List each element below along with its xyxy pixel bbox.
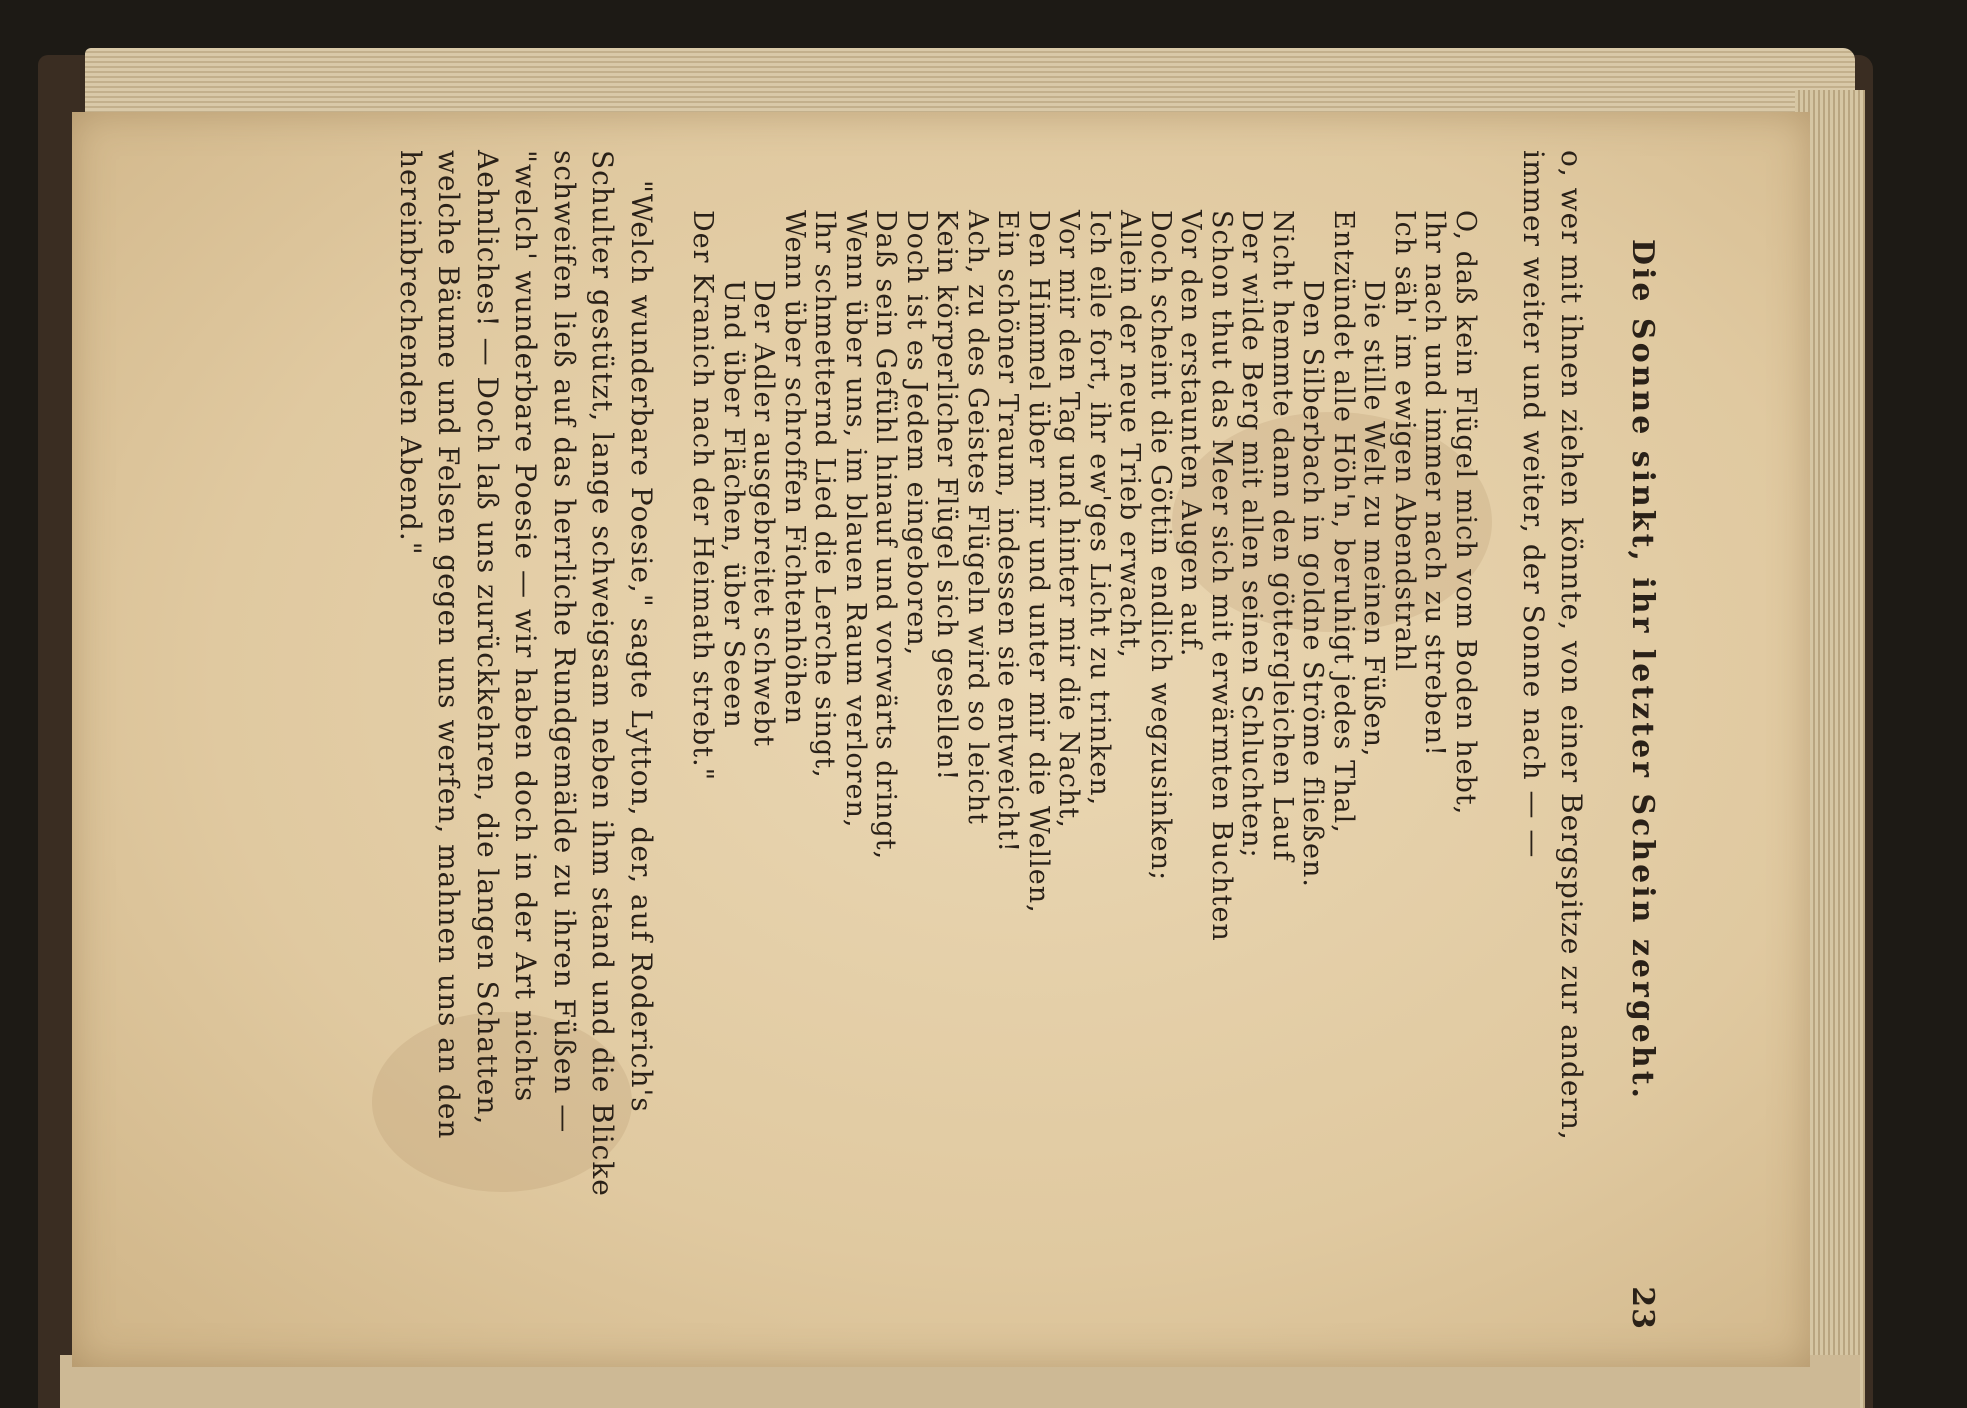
running-title: Die Sonne sinkt, ihr letzter Schein zergeht.: [1625, 238, 1660, 1102]
poem-line: Kein körperlicher Flügel sich gesellen!: [931, 210, 963, 782]
poem: [687, 210, 1480, 1310]
poem-line: Den Himmel über mir und unter mir die Wellen,: [1023, 210, 1054, 914]
closing-paragraph: [391, 150, 661, 1330]
poem-line: Ach, zu des Geistes Flügeln wird so leicht: [962, 210, 993, 825]
poem-line: O, daß kein Flügel mich vom Boden hebt,: [1450, 210, 1481, 816]
closing-line: Schulter gestützt, lange schweigsam neben ihm stand und die Blicke: [586, 150, 620, 1197]
poem-line: Und über Flächen, über Seeen: [718, 280, 749, 729]
poem-line: Den Silberbach in goldne Ströme fließen.: [1297, 280, 1329, 888]
closing-line: hereinbrechenden Abend.": [394, 150, 427, 556]
poem-line: Daß sein Gefühl hinauf und vorwärts dringt,: [870, 210, 902, 861]
poem-line: Die stille Welt zu meinen Füßen,: [1358, 280, 1390, 758]
closing-line: "welch' wunderbare Poesie — wir haben doch in der Art nichts: [509, 150, 543, 1103]
intro-line: o, wer mit ihnen ziehen könnte, von einer Bergspitze zur andern,: [1555, 150, 1588, 1141]
running-head: [1620, 150, 1660, 1330]
closing-line: schweifen ließ auf das herrliche Rundgemälde zu ihren Füßen —: [548, 150, 581, 1134]
poem-line: Doch ist es Jedem eingeboren,: [901, 210, 932, 657]
page-content: [240, 150, 1660, 1330]
intro-paragraph: [1514, 150, 1590, 1330]
closing-line: welche Bäume und Felsen gegen uns werfen, mahnen uns an den: [432, 150, 466, 1140]
poem-line: Wenn über uns, im blauen Raum verloren,: [840, 210, 871, 829]
poem-line: Allein der neue Trieb erwacht,: [1114, 210, 1146, 659]
page-number: 23: [1625, 1286, 1660, 1330]
poem-line: Entzündet alle Höh'n, beruhigt jedes Thal,: [1328, 210, 1359, 834]
page-edges-top: [85, 48, 1855, 118]
poem-line: Ich eile fort, ihr ew'ges Licht zu trinken,: [1084, 210, 1115, 807]
closing-line: "Welch wunderbare Poesie," sagte Lytton, der, auf Roderich's: [625, 180, 658, 1113]
poem-line: Doch scheint die Göttin endlich wegzusinken;: [1145, 210, 1176, 882]
poem-line: Vor den erstaunten Augen auf.: [1175, 210, 1207, 658]
closing-line: Aehnliches! — Doch laß uns zurückkehren, die langen Schatten,: [471, 150, 504, 1126]
poem-line: Der Adler ausgebreitet schwebt: [748, 280, 780, 748]
poem-line: Vor mir den Tag und hinter mir die Nacht,: [1053, 210, 1085, 829]
poem-line: Ein schöner Traum, indessen sie entweicht!: [992, 210, 1024, 854]
poem-line: Ich säh' im ewigen Abendstrahl: [1389, 210, 1420, 673]
intro-line: immer weiter und weiter, der Sonne nach — —: [1517, 150, 1550, 859]
poem-line: Ihr schmetternd Lied die Lerche singt,: [809, 210, 841, 779]
poem-line: Schon thut das Meer sich mit erwärmten Buchten: [1206, 210, 1237, 942]
poem-line: Ihr nach und immer nach zu streben!: [1419, 210, 1451, 757]
poem-line: Nicht hemmte dann den göttergleichen Lauf: [1267, 210, 1298, 862]
poem-line: Der Kranich nach der Heimath strebt.": [687, 210, 719, 782]
poem-line: Der wilde Berg mit allen seinen Schluchten;: [1236, 210, 1268, 859]
poem-line: Wenn über schroffen Fichtenhöhen: [779, 210, 810, 725]
